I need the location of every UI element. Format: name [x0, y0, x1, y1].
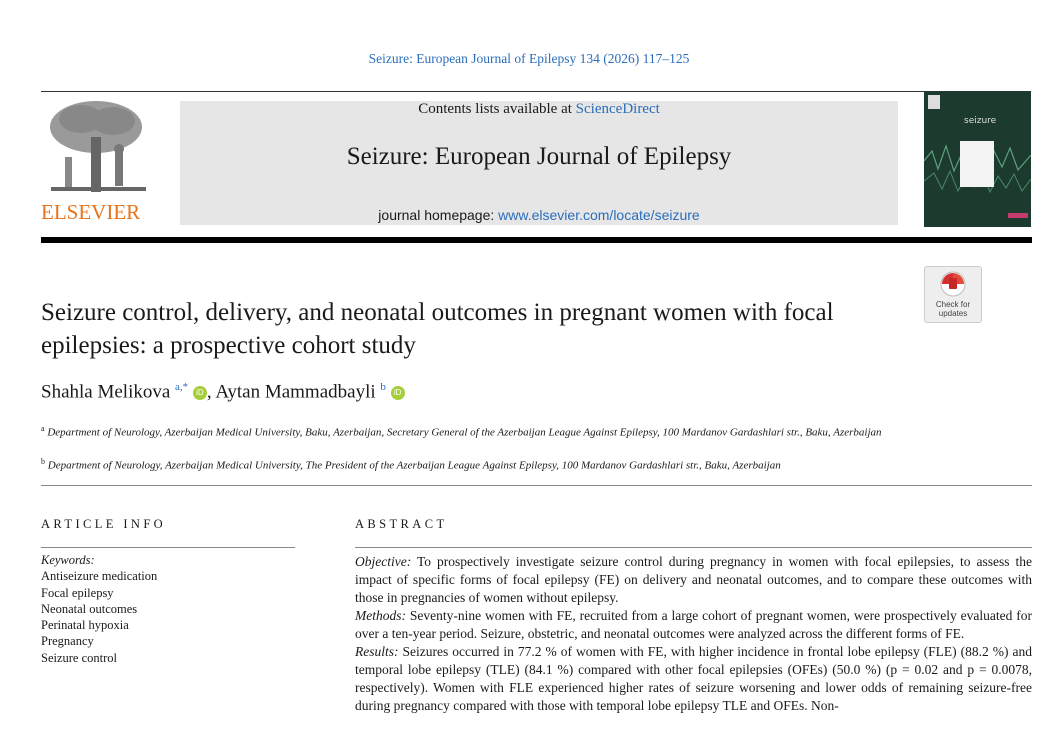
abstract-section-label: Methods: [355, 608, 406, 623]
abstract-section-text: Seventy-nine women with FE, recruited from a large cohort of pregnant women, were prospectively evaluated for over a ten-year period. Seizure, obstetric, and neonatal outcomes were analyzed across the different forms of FE. [355, 608, 1032, 641]
journal-header [41, 91, 1032, 227]
abstract-rule [355, 547, 1032, 548]
author-name[interactable]: Aytan Mammadbayli [215, 381, 376, 403]
homepage-link[interactable]: www.elsevier.com/locate/seizure [498, 207, 700, 223]
keyword-item[interactable]: Antiseizure medication [41, 569, 158, 584]
elsevier-logo [41, 97, 153, 221]
sciencedirect-link[interactable]: ScienceDirect [575, 101, 660, 117]
orcid-icon[interactable]: iD [193, 386, 207, 400]
abstract-heading: ABSTRACT [355, 517, 448, 531]
crossmark-line2: updates [938, 309, 968, 318]
section-divider [41, 485, 1032, 486]
author-list [41, 381, 405, 403]
author-affiliation-mark[interactable]: b [380, 381, 386, 393]
keyword-item[interactable]: Seizure control [41, 650, 118, 665]
article-info-rule [41, 547, 295, 548]
keywords-block [41, 552, 295, 666]
header-top-rule [41, 91, 926, 92]
journal-banner [180, 101, 898, 225]
abstract-section-label: Objective: [355, 554, 412, 569]
contents-line [180, 101, 898, 118]
affiliation-text: Department of Neurology, Azerbaijan Medical University, Baku, Azerbaijan, Secretary General of the Azerbaijan League Against Epilepsy, 100 Mardanov Gardashlari str., Baku, Azerbaijan [47, 426, 882, 439]
abstract-objective [355, 553, 1032, 607]
keyword-item[interactable]: Focal epilepsy [41, 585, 114, 600]
contents-prefix: Contents lists available at [418, 101, 576, 117]
check-for-updates-badge[interactable] [924, 266, 982, 323]
keyword-item[interactable]: Neonatal outcomes [41, 601, 138, 616]
article-info-heading: ARTICLE INFO [41, 517, 167, 531]
journal-reference[interactable]: Seizure: European Journal of Epilepsy 134 (2026) 117–125 [368, 51, 690, 66]
crossmark-icon [939, 270, 967, 298]
affiliation-b [41, 454, 901, 474]
affiliation-mark: a [41, 424, 45, 433]
keyword-item[interactable]: Pregnancy [41, 634, 94, 649]
abstract-section-text: Seizures occurred in 77.2 % of women with FE, with higher incidence in frontal lobe epilepsy (FLE) (88.2 %) and temporal lobe epilepsy (TLE) (84.1 %) compared with other focal epilepsies (OFEs) (50.0 %) (p = 0.02 and p = 0.0078, respectively). Women with FLE experienced higher rates of seizure worsening and lower odds of remaining seizure-free during pregnancy compared with those with temporal lobe epilepsy TLE and OFEs. Non- [355, 644, 1032, 713]
abstract-section-text: To prospectively investigate seizure control during pregnancy in women with focal epilepsies, to assess the impact of specific forms of focal epilepsy (FE) on delivery and neonatal outcomes, and to compare these outcomes with those in pregnancies of women without epilepsy. [355, 554, 1032, 605]
abstract-methods [355, 607, 1032, 643]
author-separator: , [206, 381, 216, 403]
cover-title: seizure [964, 116, 997, 126]
journal-title: Seizure: European Journal of Epilepsy [346, 143, 732, 170]
affiliation-a [41, 421, 901, 441]
author-name[interactable]: Shahla Melikova [41, 381, 171, 403]
abstract-results [355, 643, 1032, 715]
homepage-line [180, 207, 898, 223]
affiliation-text: Department of Neurology, Azerbaijan Medical University, The President of the Azerbaijan League Against Epilepsy, 100 Mardanov Gardashlari str., Baku, Azerbaijan [47, 459, 781, 472]
keywords-label: Keywords: [41, 553, 95, 567]
header-thick-rule [41, 237, 1032, 243]
abstract-body [355, 553, 1032, 715]
keyword-item[interactable]: Perinatal hypoxia [41, 618, 129, 633]
crossmark-line1: Check for [935, 300, 971, 309]
article-title: Seizure control, delivery, and neonatal outcomes in pregnant women with focal epilepsies: a prospective cohort study [41, 299, 834, 359]
author-affiliation-mark[interactable]: a,* [175, 381, 189, 393]
orcid-icon[interactable]: iD [391, 386, 405, 400]
affiliation-mark: b [41, 457, 45, 466]
abstract-section-label: Results: [355, 644, 399, 659]
publisher-wordmark: ELSEVIER [41, 200, 141, 221]
journal-cover-image[interactable] [924, 91, 1031, 227]
homepage-prefix: journal homepage: [378, 207, 499, 223]
